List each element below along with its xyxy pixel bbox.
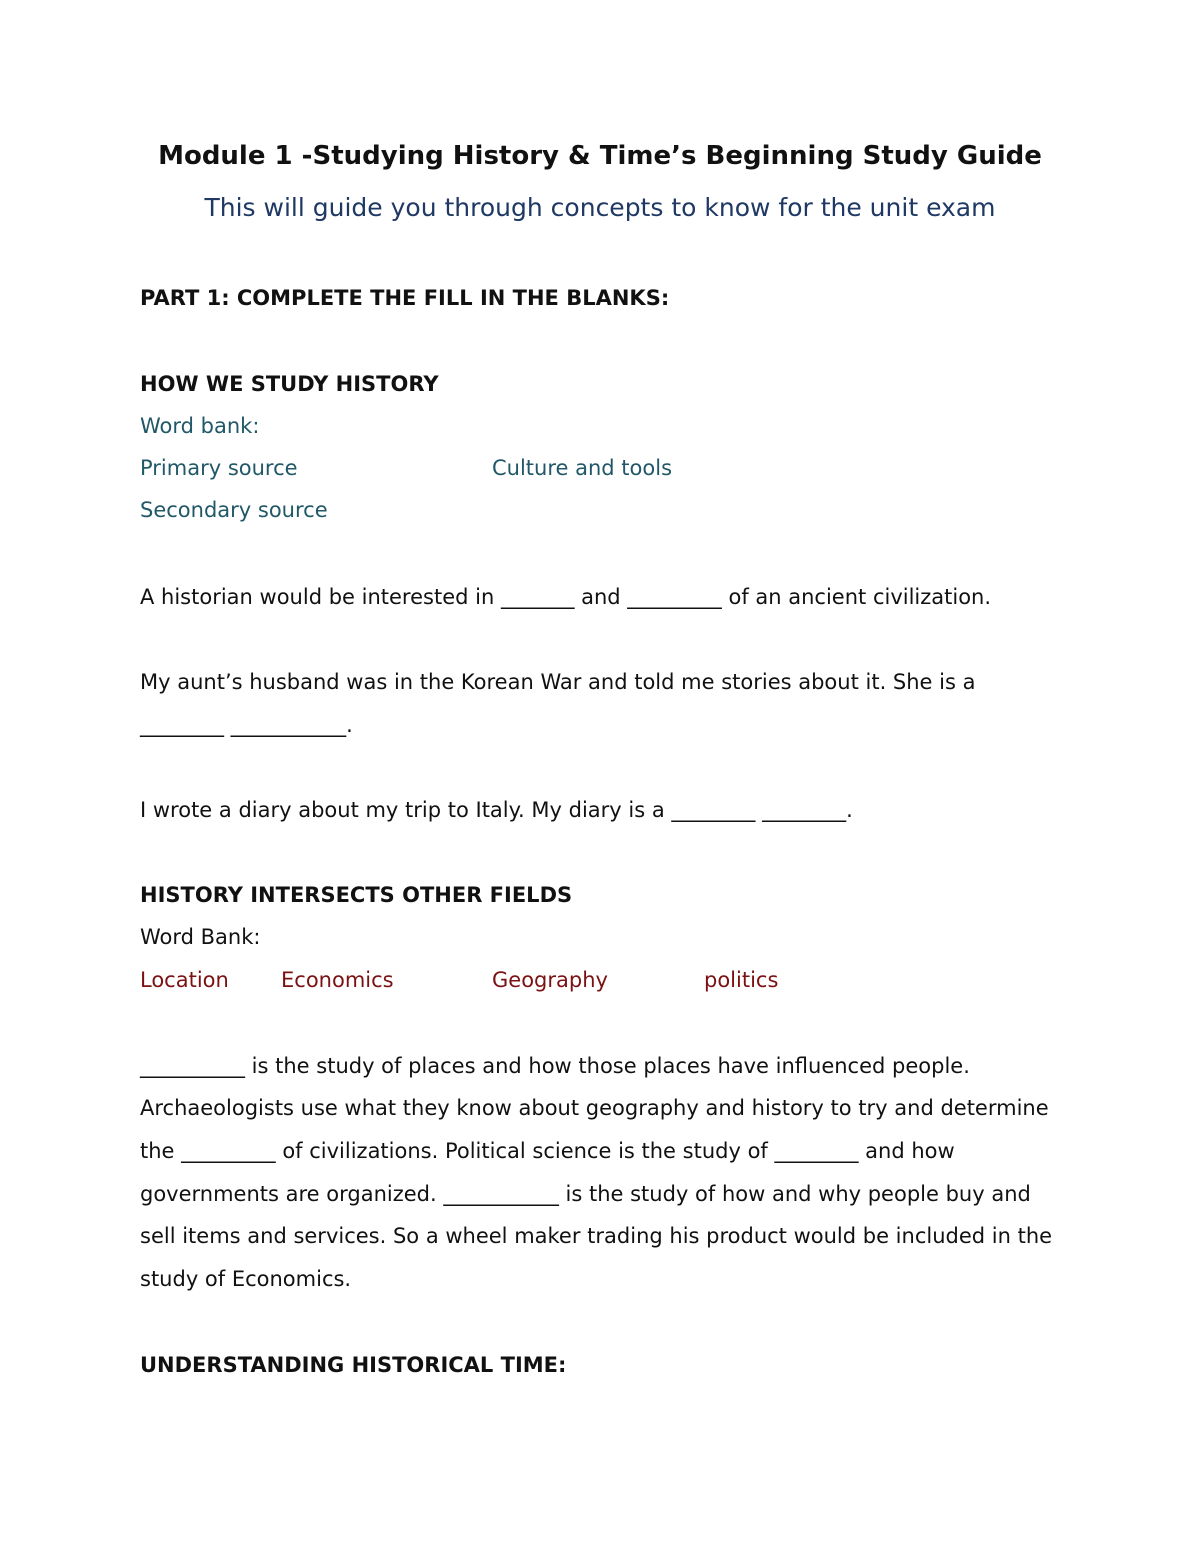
paragraph-line: sell items and services. So a wheel maker trading his product would be included in the xyxy=(140,1224,1053,1248)
section-heading-history-intersects: HISTORY INTERSECTS OTHER FIELDS xyxy=(140,883,573,907)
word-bank-item: Primary source xyxy=(140,456,298,480)
question-1: A historian would be interested in _______ and _________ of an ancient civilization. xyxy=(140,585,992,609)
section-heading-understanding-historical-time: UNDERSTANDING HISTORICAL TIME: xyxy=(140,1353,567,1377)
word-bank-label: Word bank: xyxy=(140,414,260,438)
word-bank-item: Location xyxy=(140,968,229,992)
question-2-line-1: My aunt’s husband was in the Korean War and told me stories about it. She is a xyxy=(140,670,976,694)
paragraph-line: Archaeologists use what they know about geography and history to try and determine xyxy=(140,1096,1049,1120)
paragraph-line: the _________ of civilizations. Political science is the study of ________ and how xyxy=(140,1139,955,1163)
word-bank-label: Word Bank: xyxy=(140,925,261,949)
paragraph-line: governments are organized. ___________ is the study of how and why people buy and xyxy=(140,1182,1031,1206)
section-heading-how-we-study-history: HOW WE STUDY HISTORY xyxy=(140,372,439,396)
paragraph-line: study of Economics. xyxy=(140,1267,352,1291)
document-title: Module 1 -Studying History & Time’s Beginning Study Guide xyxy=(158,141,1042,171)
question-3: I wrote a diary about my trip to Italy. My diary is a ________ ________. xyxy=(140,798,853,822)
paragraph-line: __________ is the study of places and how those places have influenced people. xyxy=(140,1054,970,1078)
word-bank-item: Economics xyxy=(281,968,394,992)
word-bank-item: Culture and tools xyxy=(492,456,673,480)
word-bank-item: Secondary source xyxy=(140,498,328,522)
part1-heading: PART 1: COMPLETE THE FILL IN THE BLANKS: xyxy=(140,286,670,310)
word-bank-item: politics xyxy=(704,968,779,992)
question-2-line-2: ________ ___________. xyxy=(140,713,353,737)
document-subtitle: This will guide you through concepts to know for the unit exam xyxy=(204,193,996,222)
word-bank-item: Geography xyxy=(492,968,608,992)
